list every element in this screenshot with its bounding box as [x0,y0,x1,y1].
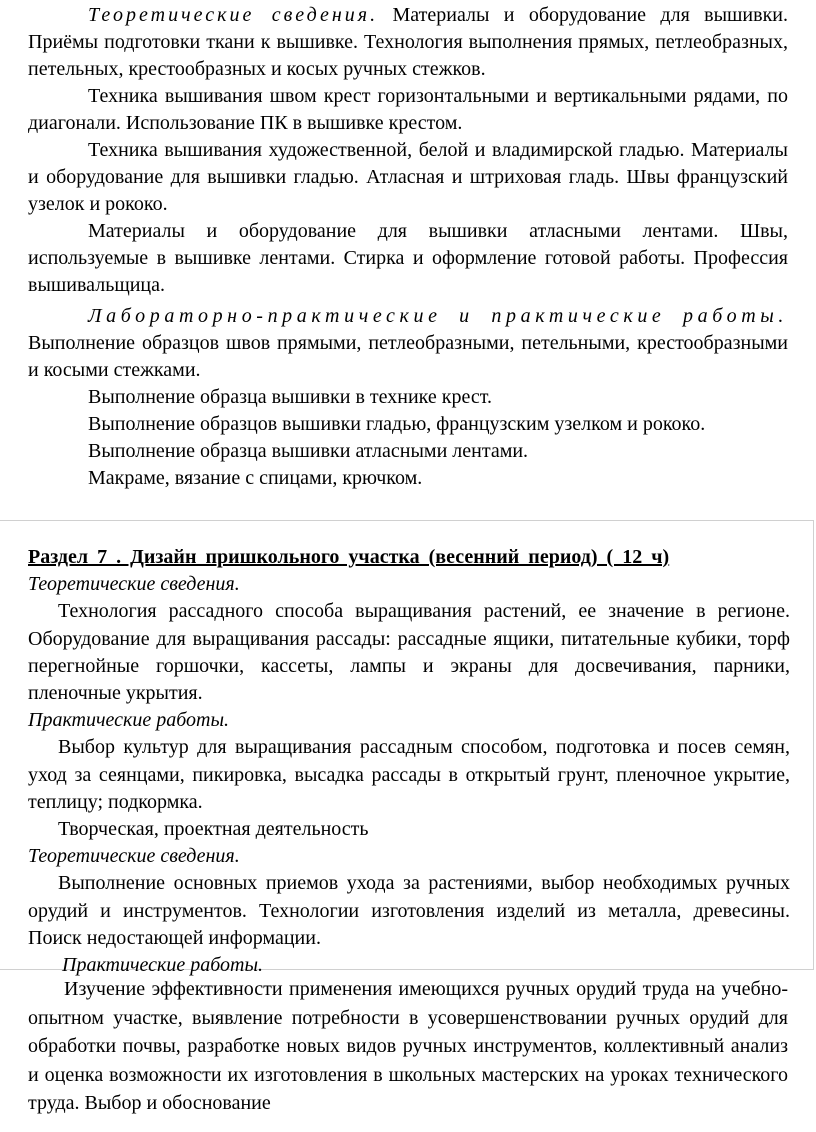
section-title: Раздел 7 . Дизайн пришкольного участка (весенний период) ( 12 ч) [28,546,670,568]
paragraph: Техника вышивания швом крест горизонтальными и вертикальными рядами, по диагонали. Использование ПК в вышивке крестом. [28,85,788,134]
paragraph: Выполнение образца вышивки атласными лентами. [88,440,529,462]
theory-label: Теоретические сведения. [28,573,240,596]
theory2-text: Выполнение основных приемов ухода за растениями, выбор необходимых ручных орудий и инструментов. Технологии изготовления изделий из металла, древесины. Поиск недостающей информации. [28,872,790,949]
paragraph [28,2,788,83]
paragraph: Макраме, вязание с спицами, крючком. [88,467,423,489]
paragraph: Выполнение образцов вышивки гладью, французским узелком и рококо. [88,413,706,435]
theory-text: Технология рассадного способа выращивания растений, ее значение в регионе. Оборудование для выращивания рассады: рассадные ящики, питательные кубики, торф перегнойные горшочки, кассеты, лампы и экраны для досвечивания, парники, пленочные укрытия. [28,600,790,705]
paragraph: Техника вышивания художественной, белой и владимирской гладью. Материалы и оборудование для вышивки гладью. Атласная и штриховая гладь. Швы французский узелок и рококо. [28,139,788,215]
practice-text: Выбор культур для выращивания рассадным способом, подготовка и посев семян, уход за сеянцами, пикировка, высадка рассады в открытый грунт, пленочное укрытие, теплицу; подкормка. [28,736,790,813]
paragraph-text: Материалы и оборудование для вышивки. Приёмы подготовки ткани к вышивке. Технология выполнения прямых, петлеобразных, петельных, крестообразных и косых ручных стежков. [28,4,788,80]
tail-paragraph: Изучение эффективности применения имеющихся ручных орудий труда на учебно-опытном участке, выявление потребности в усовершенствовании ручных орудий для обработки почвы, разработке новых видов ручных инструментов, коллективный анализ и оценка возможности их изготовления в школьных мастерских на уроках технического труда. Выбор и обоснование [28,978,788,1114]
paragraph: Материалы и оборудование для вышивки атласными лентами. Швы, используемые в вышивке лентами. Стирка и оформление готовой работы. Профессия вышивальщица. [28,220,788,296]
practice-label: Практические работы. [28,709,230,732]
paragraph-text: Выполнение образцов швов прямыми, петлеобразными, петельными, крестообразными и косыми стежками. [28,332,788,381]
paragraph [28,303,788,384]
section-frame [0,520,814,977]
creative-line: Творческая, проектная деятельность [58,818,369,841]
theory-heading: Теоретические сведения. [88,4,379,26]
practice-heading: Лабораторно-практические и практические работы. [88,305,788,327]
top-block [28,2,788,492]
theory2-label: Теоретические сведения. [28,845,240,868]
practice2-label: Практические работы. [62,954,264,977]
section-content [28,544,790,979]
tail-block [28,975,788,1118]
paragraph: Выполнение образца вышивки в технике крест. [88,386,492,408]
